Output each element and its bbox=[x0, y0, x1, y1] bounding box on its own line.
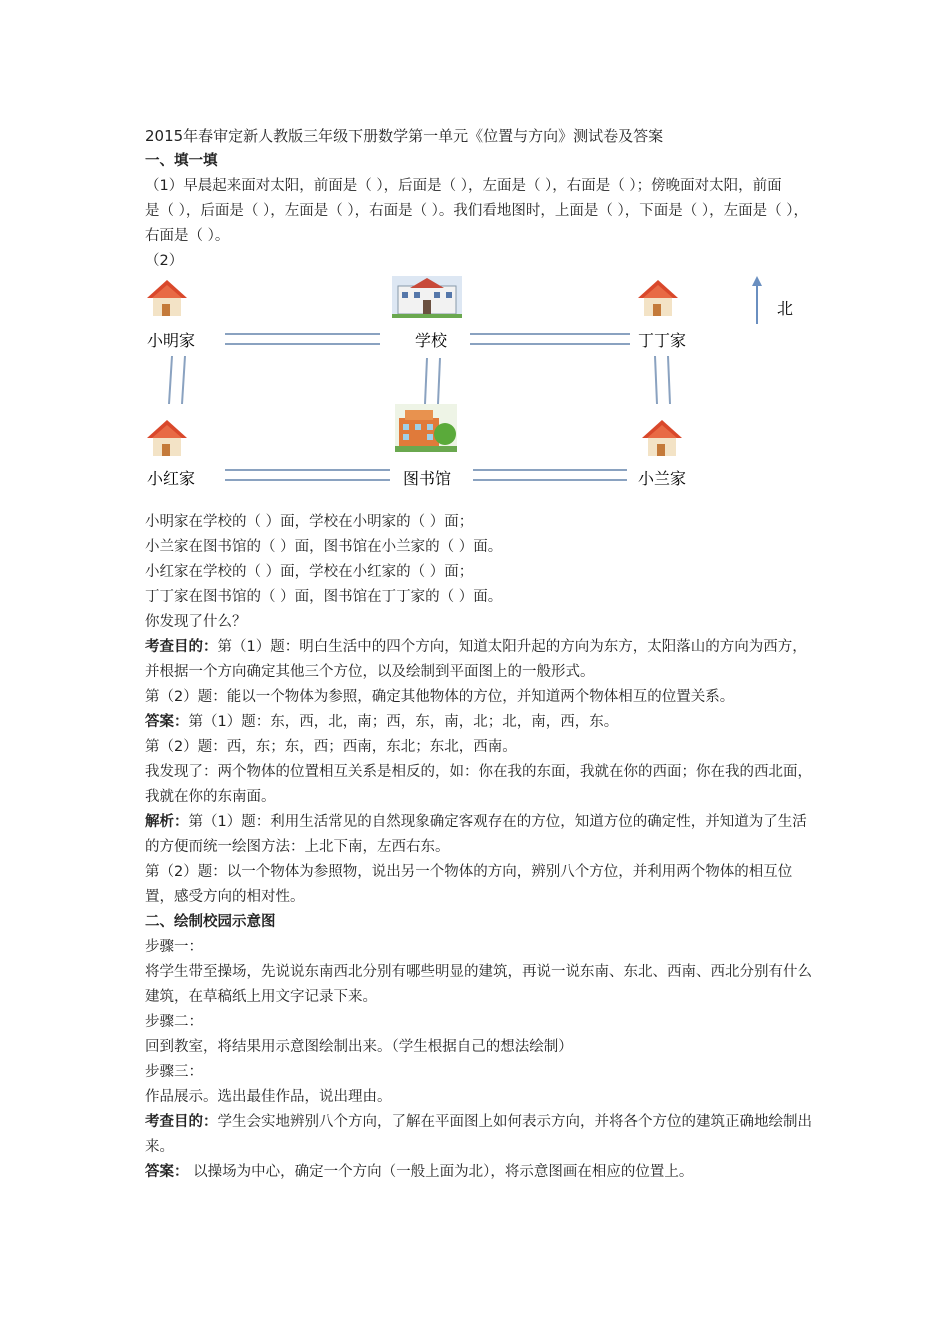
label-school: 学校 bbox=[415, 331, 448, 350]
s2-answer bbox=[145, 1160, 815, 1185]
q2-line-5: 你发现了什么？ bbox=[145, 614, 247, 630]
s2-purpose bbox=[145, 1110, 815, 1160]
s2-purpose-text: 学生会实地辨别八个方向，了解在平面图上如何表示方向，并将各个方位的建筑正确地绘制出来。 bbox=[145, 1114, 812, 1155]
north-arrow-icon bbox=[752, 276, 762, 324]
document-page bbox=[145, 124, 815, 1185]
q2-line-4: 丁丁家在图书馆的（ ）面，图书馆在丁丁家的（ ）面。 bbox=[145, 589, 503, 605]
q1-line-1: （1）早晨起来面对太阳，前面是（ ），后面是（ ），左面是（ ），右面是（ ）；傍晚面对太阳，前面 bbox=[145, 178, 782, 194]
s1-purpose-text: 第（1）题：明白生活中的四个方向，知道太阳升起的方向为东方，太阳落山的方向为西方，并根据一个方向确定其他三个方位，以及绘制到平面图上的一般形式。 bbox=[145, 639, 807, 680]
step1-label: 步骤一： bbox=[145, 939, 203, 955]
s1-purpose-label: 考查目的： bbox=[145, 639, 218, 655]
s1-analysis-line2: 第（2）题：以一个物体为参照物，说出另一个物体的方向，辨别八个方位，并利用两个物体的相互位置，感受方向的相对性。 bbox=[145, 864, 793, 905]
dingding-house-icon bbox=[638, 280, 678, 316]
s1-purpose-line2: 第（2）题：能以一个物体为参照，确定其他物体的方位，并知道两个物体相互的位置关系。 bbox=[145, 689, 735, 705]
xiaoming-house-icon bbox=[147, 280, 187, 316]
s1-analysis bbox=[145, 810, 815, 860]
s1-answer-line2: 第（2）题：西，东；东，西；西南，东北；东北，西南。 bbox=[145, 739, 517, 755]
q2-line-3: 小红家在学校的（ ）面，学校在小红家的（ ）面； bbox=[145, 564, 474, 580]
step2-label: 步骤二： bbox=[145, 1014, 203, 1030]
q1-line-2: 是（ ），后面是（ ），左面是（ ），右面是（ ）。我们看地图时，上面是（ ），下面是（ ），左面是（ ）， bbox=[145, 203, 809, 219]
step1-text: 将学生带至操场，先说说东南西北分别有哪些明显的建筑，再说一说东南、东北、西南、西北分别有什么建筑，在草稿纸上用文字记录下来。 bbox=[145, 964, 812, 1005]
s2-answer-label: 答案： bbox=[145, 1164, 189, 1180]
doc-title: 2015年春审定新人教版三年级下册数学第一单元《位置与方向》测试卷及答案 bbox=[145, 127, 664, 145]
label-xiaohong: 小红家 bbox=[147, 469, 196, 488]
school-building-icon bbox=[392, 276, 462, 318]
xiaohong-house-icon bbox=[147, 420, 187, 456]
q1-line-3: 右面是（ ）。 bbox=[145, 228, 230, 244]
s1-purpose bbox=[145, 635, 815, 685]
label-xiaoming: 小明家 bbox=[147, 331, 196, 350]
s1-answer-line3: 我发现了：两个物体的位置相互关系是相反的，如：你在我的东面，我就在你的西面；你在我的西北面，我就在你的东南面。 bbox=[145, 764, 812, 805]
s1-answer-label: 答案： bbox=[145, 714, 189, 730]
s1-analysis-text: 第（1）题：利用生活常见的自然现象确定客观存在的方位，知道方位的确定性，并知道为了生活的方便而统一绘图方法：上北下南，左西右东。 bbox=[145, 814, 807, 855]
map-svg bbox=[145, 276, 815, 506]
s2-answer-text: 以操场为中心，确定一个方向（一般上面为北），将示意图画在相应的位置上。 bbox=[188, 1164, 694, 1180]
section2-heading: 二、绘制校园示意图 bbox=[145, 914, 276, 930]
label-library: 图书馆 bbox=[403, 469, 452, 488]
library-building-icon bbox=[395, 404, 457, 452]
step3-label: 步骤三： bbox=[145, 1064, 203, 1080]
position-map bbox=[145, 276, 815, 506]
s1-answer-text: 第（1）题：东，西，北，南；西，东，南，北；北，南，西，东。 bbox=[188, 714, 619, 730]
s2-purpose-label: 考查目的： bbox=[145, 1114, 218, 1130]
step2-text: 回到教室，将结果用示意图绘制出来。（学生根据自己的想法绘制） bbox=[145, 1039, 573, 1055]
label-north: 北 bbox=[777, 299, 794, 318]
s1-answer bbox=[145, 710, 815, 735]
s1-analysis-label: 解析： bbox=[145, 814, 189, 830]
label-dingding: 丁丁家 bbox=[638, 331, 687, 350]
step3-text: 作品展示。选出最佳作品，说出理由。 bbox=[145, 1089, 392, 1105]
q2-line-1: 小明家在学校的（ ）面，学校在小明家的（ ）面； bbox=[145, 514, 474, 530]
section1-heading: 一、填一填 bbox=[145, 153, 218, 169]
label-xiaolan: 小兰家 bbox=[638, 469, 687, 488]
q2-line-2: 小兰家在图书馆的（ ）面，图书馆在小兰家的（ ）面。 bbox=[145, 539, 503, 555]
xiaolan-house-icon bbox=[642, 420, 682, 456]
q2-label: （2） bbox=[145, 253, 184, 269]
